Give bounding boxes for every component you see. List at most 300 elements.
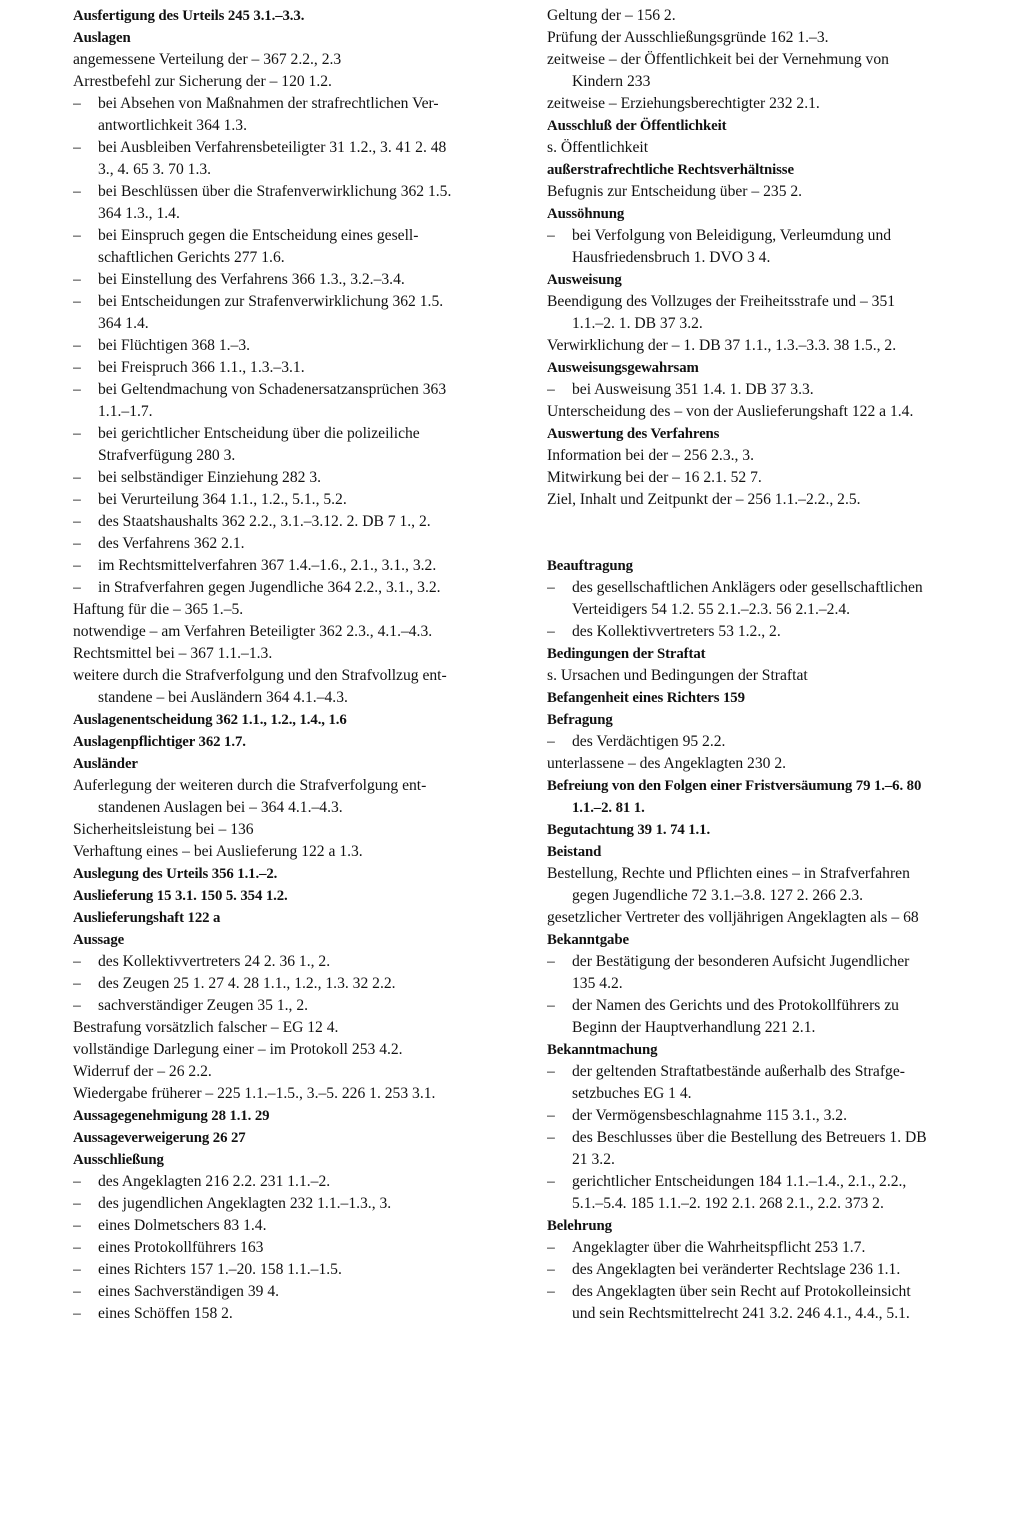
index-subentry: [547, 1171, 992, 1215]
entry-line: [73, 929, 517, 951]
index-subentry: [73, 1215, 517, 1237]
index-subentry: [73, 225, 517, 269]
entry-text: 1.1.–2. 81 1.: [572, 800, 645, 816]
entry-text: Aussagegenehmigung 28 1.1. 29: [73, 1108, 270, 1124]
entry-text: Sicherheitsleistung bei – 136: [73, 821, 254, 838]
entry-text: Haftung für die – 365 1.–5.: [73, 601, 244, 618]
entry-text: Befragung: [547, 712, 613, 728]
index-subentry: [73, 951, 517, 973]
entry-continuation: [547, 71, 992, 93]
index-heading: [73, 863, 517, 885]
index-subentry: [73, 1303, 517, 1325]
entry-line: [547, 159, 992, 181]
entry-line: [547, 445, 992, 467]
index-entry: [73, 49, 517, 71]
index-heading: [73, 885, 517, 907]
entry-line: [73, 1083, 517, 1105]
entry-text: Widerruf der – 26 2.2.: [73, 1063, 212, 1080]
entry-text: des Zeugen 25 1. 27 4. 28 1.1., 1.2., 1.3. 32 2.2.: [98, 975, 396, 992]
entry-continuation: [547, 1303, 992, 1325]
entry-text: standene – bei Ausländern 364 4.1.–4.3.: [98, 689, 348, 706]
dash-marker: –: [547, 623, 555, 640]
entry-line: [73, 1303, 517, 1325]
index-subentry: [547, 225, 992, 269]
index-subentry: [73, 137, 517, 181]
entry-text: Wiedergabe früherer – 225 1.1.–1.5., 3.–5. 226 1. 253 3.1.: [73, 1085, 436, 1102]
index-entry: [547, 907, 992, 929]
dash-marker: –: [547, 1261, 555, 1278]
entry-text: eines Schöffen 158 2.: [98, 1305, 233, 1322]
entry-line: [547, 357, 992, 379]
entry-line: [73, 137, 517, 159]
index-subentry: [547, 731, 992, 753]
entry-continuation: [547, 1193, 992, 1215]
dash-marker: –: [73, 359, 81, 376]
entry-line: [547, 137, 992, 159]
dash-marker: –: [73, 535, 81, 552]
entry-text: 364 1.3., 1.4.: [98, 205, 180, 222]
dash-marker: –: [73, 183, 81, 200]
entry-line: [73, 1017, 517, 1039]
entry-text: eines Protokollführers 163: [98, 1239, 264, 1256]
entry-text: des Angeklagten über sein Recht auf Protokolleinsicht: [572, 1283, 911, 1300]
index-entry: [547, 863, 992, 907]
entry-line: [73, 269, 517, 291]
index-subentry: [547, 379, 992, 401]
entry-line: [73, 753, 517, 775]
index-heading: [73, 731, 517, 753]
index-entry: [547, 93, 992, 115]
index-heading: [547, 1039, 992, 1061]
entry-line: [547, 1281, 992, 1303]
index-heading: [73, 753, 517, 775]
entry-line: [73, 643, 517, 665]
entry-line: [547, 1061, 992, 1083]
dash-marker: –: [73, 1195, 81, 1212]
entry-line: [547, 863, 992, 885]
index-subentry: [73, 1259, 517, 1281]
index-heading: [547, 775, 992, 819]
entry-text: setzbuches EG 1 4.: [572, 1085, 692, 1102]
entry-text: des Angeklagten 216 2.2. 231 1.1.–2.: [98, 1173, 331, 1190]
entry-line: [73, 555, 517, 577]
index-subentry: [73, 379, 517, 423]
entry-line: [73, 5, 517, 27]
entry-text: Beendigung des Vollzuges der Freiheitsstrafe und – 351: [547, 293, 896, 310]
dash-marker: –: [547, 1063, 555, 1080]
index-subentry: [73, 291, 517, 335]
entry-text: 135 4.2.: [572, 975, 623, 992]
dash-marker: –: [547, 733, 555, 750]
entry-text: Belehrung: [547, 1218, 612, 1234]
entry-line: [73, 1193, 517, 1215]
entry-text: bei Einstellung des Verfahrens 366 1.3., 3.2.–3.4.: [98, 271, 405, 288]
index-column-right: [547, 5, 992, 1325]
entry-text: Bekanntmachung: [547, 1042, 658, 1058]
index-subentry: [73, 1281, 517, 1303]
index-heading: [73, 907, 517, 929]
dash-marker: –: [73, 469, 81, 486]
index-subentry: [73, 1193, 517, 1215]
entry-line: [547, 1105, 992, 1127]
entry-text: Beauftragung: [547, 558, 633, 574]
index-subentry: [73, 1237, 517, 1259]
index-subentry: [73, 467, 517, 489]
entry-line: [73, 533, 517, 555]
entry-text: Ausschließung: [73, 1152, 164, 1168]
entry-text: des Kollektivvertreters 24 2. 36 1., 2.: [98, 953, 331, 970]
index-subentry: [73, 269, 517, 291]
entry-text: bei Flüchtigen 368 1.–3.: [98, 337, 251, 354]
entry-line: [73, 423, 517, 445]
index-entry: [73, 1061, 517, 1083]
entry-line: [547, 1237, 992, 1259]
entry-text: bei Verurteilung 364 1.1., 1.2., 5.1., 5.2.: [98, 491, 347, 508]
entry-text: Mitwirkung bei der – 16 2.1. 52 7.: [547, 469, 762, 486]
entry-continuation: [73, 797, 517, 819]
entry-text: bei Geltendmachung von Schadenersatzansprüchen 363: [98, 381, 447, 398]
index-entry: [547, 181, 992, 203]
dash-marker: –: [73, 381, 81, 398]
entry-line: [73, 49, 517, 71]
entry-text: des jugendlichen Angeklagten 232 1.1.–1.3., 3.: [98, 1195, 392, 1212]
index-subentry: [73, 335, 517, 357]
entry-text: eines Dolmetschers 83 1.4.: [98, 1217, 267, 1234]
index-entry: [73, 599, 517, 621]
index-heading: [73, 27, 517, 49]
entry-text: Aussage: [73, 932, 125, 948]
dash-marker: –: [73, 1173, 81, 1190]
dash-marker: –: [73, 557, 81, 574]
index-subentry: [73, 93, 517, 137]
index-subentry: [73, 995, 517, 1017]
entry-text: Rechtsmittel bei – 367 1.1.–1.3.: [73, 645, 273, 662]
index-subentry: [73, 489, 517, 511]
entry-line: [547, 269, 992, 291]
entry-text: Auslieferung 15 3.1. 150 5. 354 1.2.: [73, 888, 288, 904]
entry-line: [547, 951, 992, 973]
index-heading: [73, 1105, 517, 1127]
entry-line: [547, 423, 992, 445]
entry-text: gerichtlicher Entscheidungen 184 1.1.–1.4., 2.1., 2.2.,: [572, 1173, 907, 1190]
entry-text: des Verfahrens 362 2.1.: [98, 535, 245, 552]
index-heading: [547, 269, 992, 291]
entry-text: Ausfertigung des Urteils 245 3.1.–3.3.: [73, 8, 305, 24]
index-entry: [547, 489, 992, 511]
index-subentry: [547, 1105, 992, 1127]
entry-line: [547, 401, 992, 423]
entry-text: Verwirklichung der – 1. DB 37 1.1., 1.3.–3.3. 38 1.5., 2.: [547, 337, 897, 354]
dash-marker: –: [547, 1239, 555, 1256]
entry-line: [547, 555, 992, 577]
entry-line: [73, 291, 517, 313]
index-entry: [73, 665, 517, 709]
entry-text: Ausländer: [73, 756, 138, 772]
entry-line: [547, 379, 992, 401]
entry-text: 1.1.–2. 1. DB 37 3.2.: [572, 315, 703, 332]
index-entry: [73, 1083, 517, 1105]
dash-marker: –: [547, 997, 555, 1014]
index-heading: [73, 1149, 517, 1171]
dash-marker: –: [73, 1217, 81, 1234]
entry-text: bei selbständiger Einziehung 282 3.: [98, 469, 322, 486]
index-subentry: [73, 577, 517, 599]
entry-continuation: [547, 885, 992, 907]
entry-text: Beginn der Hauptverhandlung 221 2.1.: [572, 1019, 816, 1036]
index-entry: [73, 643, 517, 665]
index-entry: [73, 819, 517, 841]
entry-text: Befangenheit eines Richters 159: [547, 690, 745, 706]
index-subentry: [547, 1061, 992, 1105]
entry-text: s. Ursachen und Bedingungen der Straftat: [547, 667, 808, 684]
entry-line: [73, 907, 517, 929]
entry-text: der Namen des Gerichts und des Protokollführers zu: [572, 997, 899, 1014]
entry-line: [547, 489, 992, 511]
entry-line: [547, 995, 992, 1017]
index-entry: [547, 291, 992, 335]
index-heading: [547, 357, 992, 379]
entry-line: [547, 1039, 992, 1061]
index-entry: [547, 401, 992, 423]
entry-text: Ziel, Inhalt und Zeitpunkt der – 256 1.1.–2.2., 2.5.: [547, 491, 861, 508]
entry-line: [547, 577, 992, 599]
entry-text: notwendige – am Verfahren Beteiligter 362 2.3., 4.1.–4.3.: [73, 623, 433, 640]
entry-text: Arrestbefehl zur Sicherung der – 120 1.2.: [73, 73, 332, 90]
index-subentry: [547, 1237, 992, 1259]
index-heading: [547, 555, 992, 577]
index-subentry: [547, 1259, 992, 1281]
index-subentry: [547, 577, 992, 621]
index-heading: [547, 423, 992, 445]
entry-continuation: [73, 159, 517, 181]
entry-line: [73, 181, 517, 203]
entry-text: bei Einspruch gegen die Entscheidung eines gesell-: [98, 227, 419, 244]
dash-marker: –: [547, 227, 555, 244]
entry-continuation: [547, 313, 992, 335]
entry-text: Begutachtung 39 1. 74 1.1.: [547, 822, 711, 838]
entry-text: Auslagen: [73, 30, 131, 46]
entry-text: Verteidigers 54 1.2. 55 2.1.–2.3. 56 2.1.–2.4.: [572, 601, 851, 618]
entry-text: 21 3.2.: [572, 1151, 615, 1168]
entry-line: [73, 379, 517, 401]
index-heading: [547, 819, 992, 841]
entry-text: bei Entscheidungen zur Strafenverwirklichung 362 1.5.: [98, 293, 444, 310]
index-heading: [547, 203, 992, 225]
dash-marker: –: [73, 95, 81, 112]
index-heading: [73, 709, 517, 731]
index-heading: [547, 159, 992, 181]
entry-text: angemessene Verteilung der – 367 2.2., 2.3: [73, 51, 342, 68]
entry-text: Aussöhnung: [547, 206, 625, 222]
entry-text: des gesellschaftlichen Anklägers oder gesellschaftlichen: [572, 579, 923, 596]
entry-line: [547, 621, 992, 643]
entry-line: [547, 929, 992, 951]
dash-marker: –: [547, 1129, 555, 1146]
entry-line: [547, 775, 992, 797]
entry-text: bei Verfolgung von Beleidigung, Verleumdung und: [572, 227, 892, 244]
entry-text: Aussageverweigerung 26 27: [73, 1130, 246, 1146]
entry-text: des Angeklagten bei veränderter Rechtslage 236 1.1.: [572, 1261, 901, 1278]
entry-line: [547, 665, 992, 687]
entry-line: [547, 753, 992, 775]
index-entry: [73, 775, 517, 819]
dash-marker: –: [73, 579, 81, 596]
index-entry: [73, 621, 517, 643]
index-entry: [547, 753, 992, 775]
entry-line: [73, 731, 517, 753]
entry-line: [547, 1259, 992, 1281]
entry-line: [73, 863, 517, 885]
entry-text: Strafverfügung 280 3.: [98, 447, 236, 464]
entry-continuation: [547, 1149, 992, 1171]
entry-line: [73, 995, 517, 1017]
entry-text: zeitweise – der Öffentlichkeit bei der Vernehmung von: [547, 51, 889, 68]
entry-text: gesetzlicher Vertreter des volljährigen Angeklagten als – 68: [547, 909, 919, 926]
index-subentry: [73, 973, 517, 995]
entry-line: [73, 1105, 517, 1127]
entry-text: Bestellung, Rechte und Pflichten eines – in Strafverfahren: [547, 865, 910, 882]
entry-text: bei Ausbleiben Verfahrensbeteiligter 31 1.2., 3. 41 2. 48: [98, 139, 447, 156]
dash-marker: –: [73, 953, 81, 970]
index-subentry: [73, 1171, 517, 1193]
entry-text: eines Richters 157 1.–20. 158 1.1.–1.5.: [98, 1261, 342, 1278]
index-entry: [73, 1017, 517, 1039]
entry-text: Auferlegung der weiteren durch die Strafverfolgung ent-: [73, 777, 427, 794]
entry-text: Bedingungen der Straftat: [547, 646, 706, 662]
index-heading: [73, 929, 517, 951]
entry-line: [547, 115, 992, 137]
entry-text: Prüfung der Ausschließungsgründe 162 1.–3.: [547, 29, 829, 46]
index-heading: [547, 1215, 992, 1237]
entry-line: [73, 93, 517, 115]
dash-marker: –: [73, 513, 81, 530]
entry-line: [547, 819, 992, 841]
entry-line: [73, 489, 517, 511]
entry-text: des Kollektivvertreters 53 1.2., 2.: [572, 623, 781, 640]
entry-text: zeitweise – Erziehungsberechtigter 232 2.1.: [547, 95, 820, 112]
index-subentry: [547, 995, 992, 1039]
dash-marker: –: [73, 337, 81, 354]
entry-text: Hausfriedensbruch 1. DVO 3 4.: [572, 249, 771, 266]
entry-continuation: [547, 1017, 992, 1039]
entry-continuation: [73, 401, 517, 423]
entry-text: bei Ausweisung 351 1.4. 1. DB 37 3.3.: [572, 381, 814, 398]
entry-line: [73, 1127, 517, 1149]
index-subentry: [547, 1281, 992, 1325]
index-subentry: [547, 621, 992, 643]
entry-line: [547, 93, 992, 115]
dash-marker: –: [73, 1261, 81, 1278]
index-heading: [547, 841, 992, 863]
entry-text: Angeklagter über die Wahrheitspflicht 253 1.7.: [572, 1239, 866, 1256]
entry-line: [73, 335, 517, 357]
entry-line: [73, 599, 517, 621]
index-entry: [547, 5, 992, 27]
entry-text: bei Beschlüssen über die Strafenverwirklichung 362 1.5.: [98, 183, 452, 200]
index-heading: [547, 709, 992, 731]
entry-continuation: [73, 115, 517, 137]
entry-line: [547, 49, 992, 71]
entry-text: Auswertung des Verfahrens: [547, 426, 720, 442]
entry-line: [73, 467, 517, 489]
entry-line: [547, 841, 992, 863]
entry-text: des Verdächtigen 95 2.2.: [572, 733, 726, 750]
entry-line: [547, 643, 992, 665]
index-heading: [547, 687, 992, 709]
entry-continuation: [547, 599, 992, 621]
index-heading: [547, 643, 992, 665]
dash-marker: –: [547, 579, 555, 596]
entry-line: [547, 1215, 992, 1237]
dash-marker: –: [73, 227, 81, 244]
entry-line: [73, 951, 517, 973]
entry-line: [73, 225, 517, 247]
index-entry: [547, 467, 992, 489]
dash-marker: –: [547, 1107, 555, 1124]
dash-marker: –: [73, 1305, 81, 1322]
entry-line: [547, 225, 992, 247]
entry-line: [547, 467, 992, 489]
entry-text: bei gerichtlicher Entscheidung über die polizeiliche: [98, 425, 420, 442]
index-subentry: [73, 533, 517, 555]
dash-marker: –: [73, 139, 81, 156]
entry-line: [73, 973, 517, 995]
index-heading: [547, 115, 992, 137]
entry-line: [547, 1171, 992, 1193]
entry-text: Unterscheidung des – von der Auslieferungshaft 122 a 1.4.: [547, 403, 914, 420]
dash-marker: –: [547, 381, 555, 398]
index-subentry: [73, 423, 517, 467]
entry-text: Verhaftung eines – bei Auslieferung 122 a 1.3.: [73, 843, 363, 860]
index-subentry: [73, 181, 517, 225]
entry-continuation: [547, 1083, 992, 1105]
entry-text: der geltenden Straftatbestände außerhalb des Strafge-: [572, 1063, 905, 1080]
entry-line: [73, 1215, 517, 1237]
entry-line: [73, 841, 517, 863]
entry-text: im Rechtsmittelverfahren 367 1.4.–1.6., 2.1., 3.1., 3.2.: [98, 557, 437, 574]
entry-text: des Beschlusses über die Bestellung des Betreuers 1. DB: [572, 1129, 927, 1146]
entry-text: unterlassene – des Angeklagten 230 2.: [547, 755, 787, 772]
entry-continuation: [73, 445, 517, 467]
index-subentry: [73, 357, 517, 379]
entry-text: schaftlichen Gerichts 277 1.6.: [98, 249, 285, 266]
entry-text: Ausschluß der Öffentlichkeit: [547, 118, 727, 134]
entry-text: standenen Auslagen bei – 364 4.1.–4.3.: [98, 799, 343, 816]
dash-marker: –: [73, 425, 81, 442]
entry-text: Geltung der – 156 2.: [547, 7, 676, 24]
index-entry: [73, 841, 517, 863]
index-entry: [73, 71, 517, 93]
index-subentry: [73, 555, 517, 577]
dash-marker: –: [73, 293, 81, 310]
entry-line: [73, 1237, 517, 1259]
entry-line: [547, 731, 992, 753]
entry-line: [547, 203, 992, 225]
index-entry: [73, 1039, 517, 1061]
entry-continuation: [73, 313, 517, 335]
entry-line: [73, 1061, 517, 1083]
entry-continuation: [73, 247, 517, 269]
entry-text: Information bei der – 256 2.3., 3.: [547, 447, 755, 464]
entry-text: Ausweisungsgewahrsam: [547, 360, 699, 376]
index-heading: [547, 929, 992, 951]
entry-text: Kindern 233: [572, 73, 651, 90]
entry-text: in Strafverfahren gegen Jugendliche 364 2.2., 3.1., 3.2.: [98, 579, 441, 596]
entry-text: 1.1.–1.7.: [98, 403, 153, 420]
entry-text: 3., 4. 65 3. 70 1.3.: [98, 161, 212, 178]
entry-line: [547, 27, 992, 49]
dash-marker: –: [73, 491, 81, 508]
